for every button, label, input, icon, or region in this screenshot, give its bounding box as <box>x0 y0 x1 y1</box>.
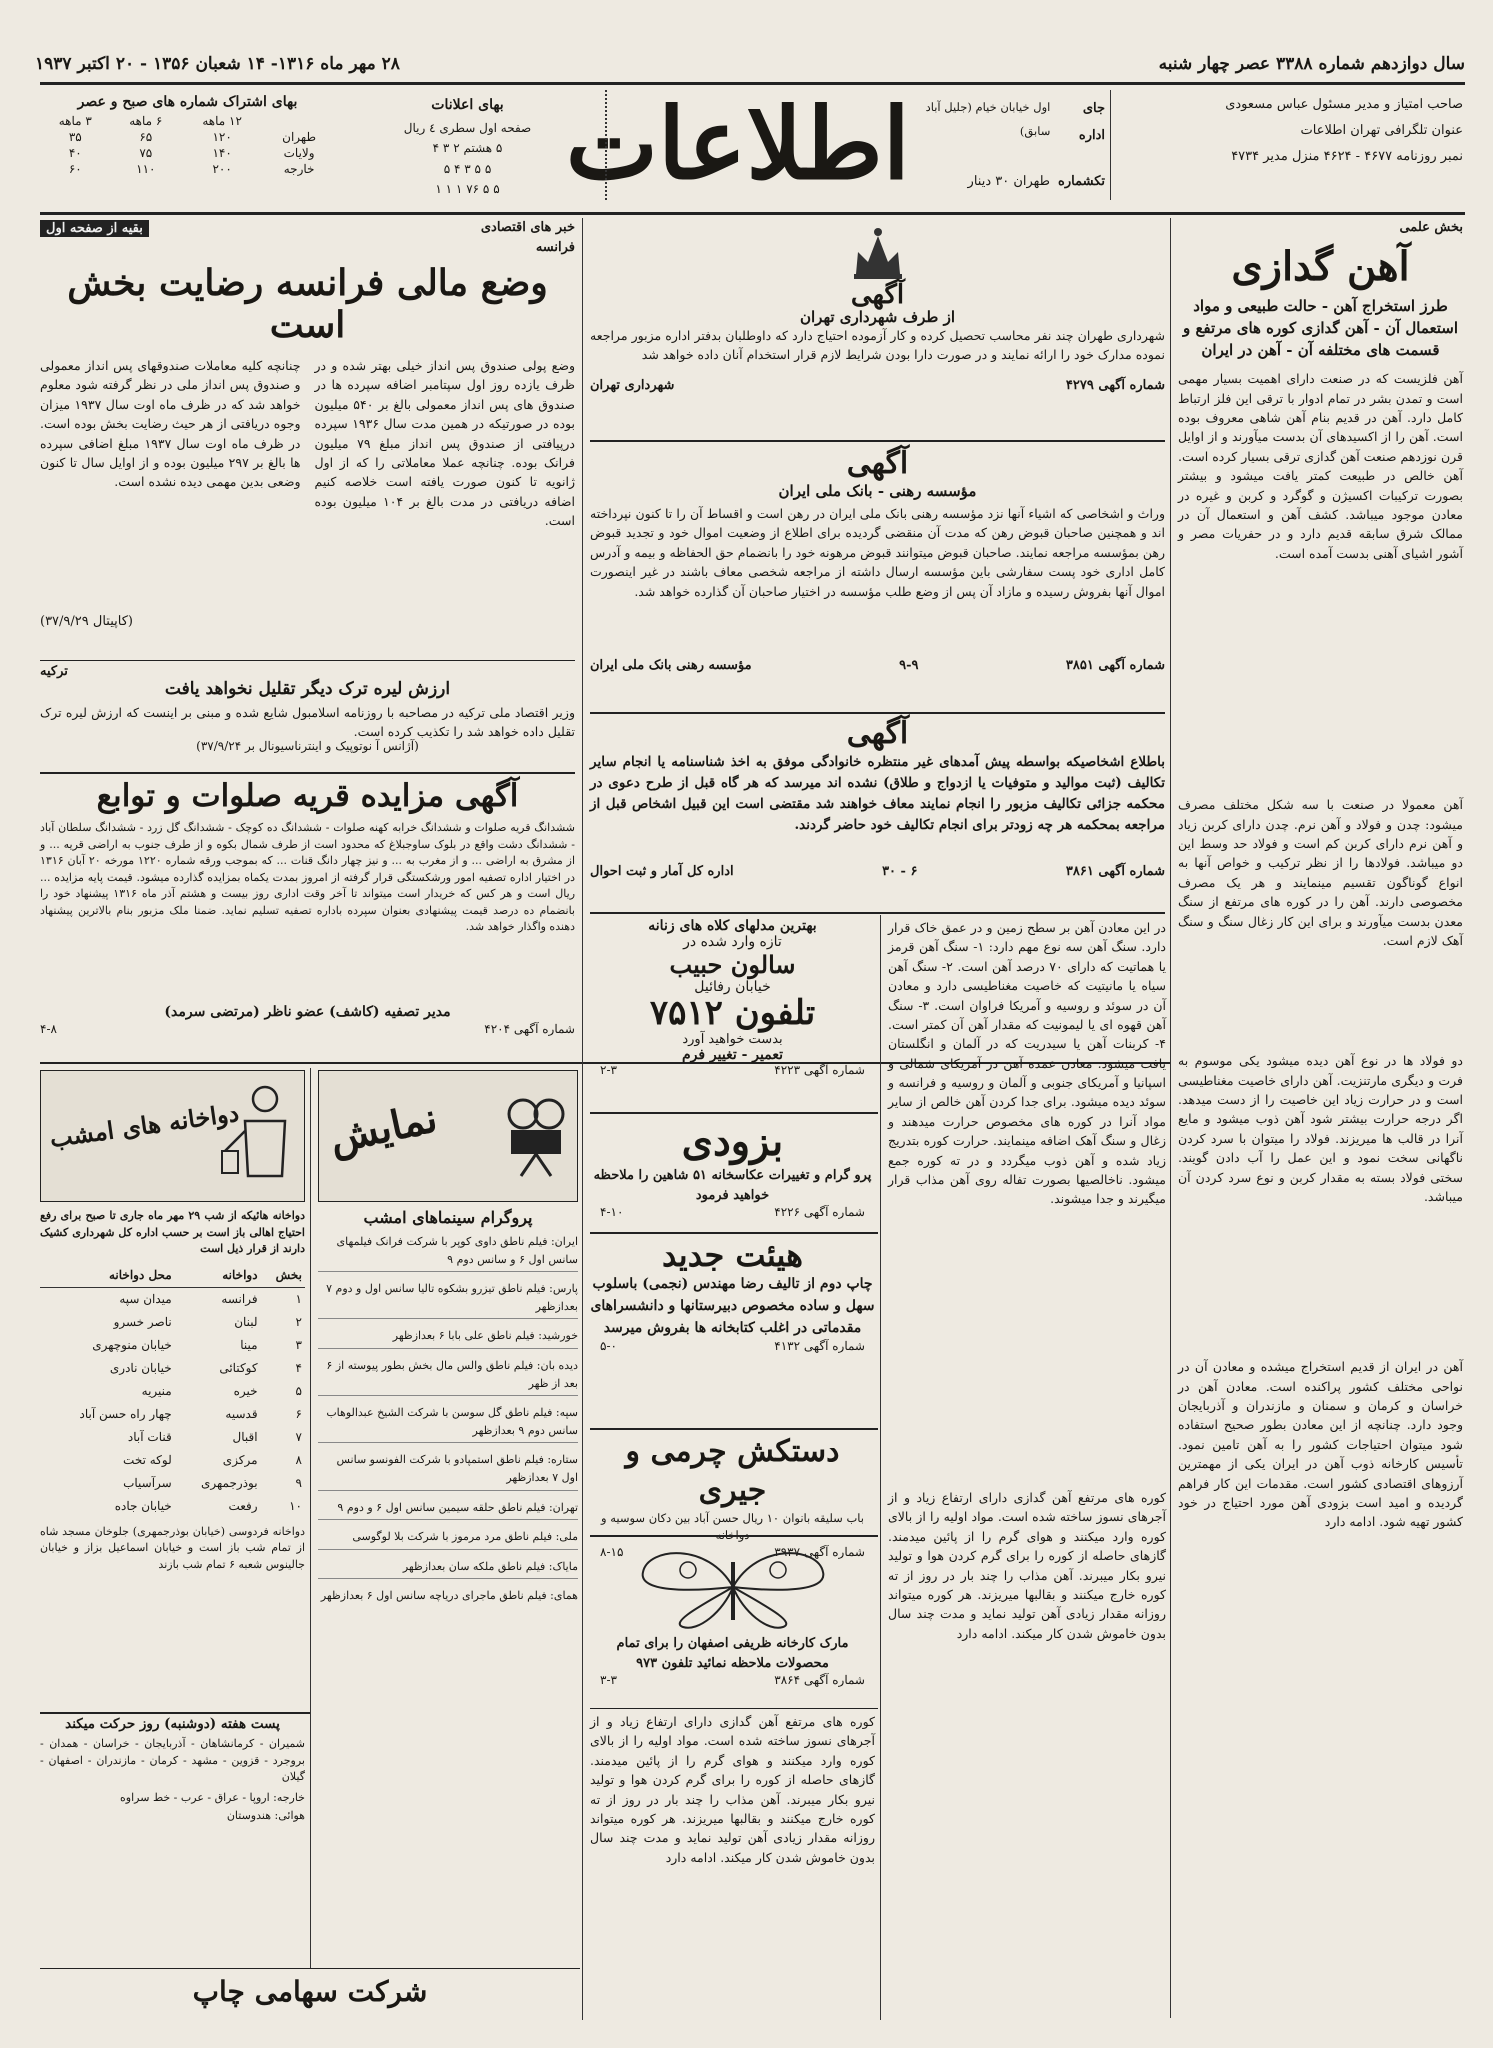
table-row <box>40 1449 305 1472</box>
registry-title: آگهی <box>846 716 909 751</box>
subs-head: ۶ ماهه <box>129 114 163 128</box>
pharmacy-cell: فرانسه <box>221 1291 258 1306</box>
subs-cell: ۶۵ <box>139 130 153 144</box>
iron-column-2 <box>888 918 1166 2018</box>
butterfly-run: ۳-۳ <box>600 1673 617 1687</box>
price-label: تکشماره <box>1058 173 1105 189</box>
subs-title: بهای اشتراک شماره های صبح و عصر <box>77 94 298 110</box>
pharmacy-cell: میدان سپه <box>119 1291 172 1306</box>
science-headline: آهن گدازی <box>1231 243 1410 290</box>
iron-col2-body: در این معادن آهن بر سطح زمین و در عمق خاک قرار دارد. سنگ آهن سه نوع مهم دارد: ۱- سنگ آهن قرمز یا هماتیت که دارای ۷۰ درصد آهن است. ۲- سنگ آهن سیاه یا مانیتیت که خاصیت مغناطیسی دارد و معادن آن در سوئد و روسیه و آمریکا فراوان است. ۳- سنگ آهن قهوه ای یا لیمونیت که مقدار آهن آن کمتر است. ۴- کربنات آهن یا سیدریت که در آلمان و انگلستان یافت میشود. معادن عمده آهن در آمریکای شمالی و اسپانیا و آمریکای جنوبی و آلمان و روسیه و فرانسه و سوئد دیده میشود. برای جدا کردن آهن خالص از سایر مواد آنرا در کوره های مخصوص حرارت میدهند و زغال و سنگ آهک اضافه مینمایند. حرارت کوره بتدریج زیاد شده و آهن ذوب میگردد و در ته کوره جمع میشود. ناخالصیها بصورت تفاله روی آهن مذاب قرار میگیرند و جدا میشوند. <box>888 920 1167 1207</box>
pharmacy-section <box>40 1070 305 1710</box>
pharmacy-logo <box>40 1070 305 1202</box>
auction-ad <box>40 778 575 1058</box>
pharmacy-cell: کوکتائی <box>219 1360 258 1375</box>
office-label: جای اداره <box>1078 101 1105 144</box>
hat-line2: تازه وارد شده در <box>683 934 782 950</box>
section-label: بخش علمی <box>1399 220 1463 235</box>
pharmacy-cell: ۷ <box>295 1429 302 1444</box>
pharmacy-cell: خیابان جاده <box>114 1498 172 1513</box>
registry-number: شماره آگهی ۳۸۶۱ <box>1065 864 1165 879</box>
municipality-from: از طرف شهرداری تهران <box>800 308 955 326</box>
phone-line: نمبر روزنامه ۴۶۷۷ - ۴۶۲۴ منزل مدیر ۴۷۳۴ <box>1231 149 1463 164</box>
table-row <box>40 1311 305 1334</box>
bank-subtitle: مؤسسه رهنی - بانک ملی ایران <box>778 482 977 500</box>
subs-head: ۱۲ ماهه <box>202 114 242 128</box>
gloves-ad <box>590 1432 875 1559</box>
auction-signature: مدیر تصفیه (کاشف) عضو ناظر (مرتضی سرمد) <box>164 1004 451 1020</box>
economic-section <box>40 220 575 665</box>
subs-cell: ۶۰ <box>68 162 82 176</box>
post-body: شمیران - کرمانشاهان - آذربایجان - خراسان - همدان - بروجرد - قزوین - مشهد - کرمان - مازندران - اصفهان - گیلان <box>40 1737 305 1783</box>
bank-ad <box>590 446 1165 708</box>
science-body-4: آهن در ایران از قدیم استخراج میشده و معادن آن در نواحی مختلف کشور پراکنده است. معادن آهن در خراسان و کرمان و سمنان و مازندران و آذربایجان وجود دارد. چنانچه از این معادن بطور صحیح استفاده شود میتوان احتیاجات کشور را به آهن تامین نمود. تأسیس کارخانه ذوب آهن در ایران یکی از مهمترین آرزوهای اقتصادی کشور است. مقدمات این کار فراهم گردیده و امید است بزودی آهن مورد احتیاج در خود کشور تهیه شود. ادامه دارد <box>1178 1359 1463 1530</box>
subs-cell: ۳۵ <box>68 130 82 144</box>
pharmacy-head: دواخانه <box>222 1267 258 1282</box>
pharmacy-cell: ۴ <box>295 1360 302 1375</box>
table-row <box>40 1287 305 1311</box>
registry-run: ۶ - ۳۰ <box>882 864 918 879</box>
hat-line3: بدست خواهید آورد <box>682 1032 783 1048</box>
post-section <box>40 1716 305 1966</box>
hat-line1: بهترین مدلهای کلاه های زنانه <box>648 918 817 934</box>
pharmacy-intro: دواخانه هائیکه از شب ۲۹ مهر ماه جاری تا صبح برای رفع احتیاج اهالی باز است بر حسب اداره کل شهرداری کشیک دارند از قرار ذیل است <box>40 1209 305 1255</box>
pharmacy-head: محل دواخانه <box>108 1267 172 1282</box>
subs-cell: ۱۱۰ <box>136 162 156 176</box>
butterfly-ad <box>590 1538 875 1703</box>
pharmacy-cell: لوکه تخت <box>123 1452 172 1467</box>
pharmacy-cell: سرآسیاب <box>123 1475 172 1490</box>
pharmacy-note: دواخانه فردوسی (خیابان بوذرجمهری) جلوخان مسجد شاه از تمام شب باز است و خیابان اسماعیل بزاز و خیابان جالینوس شعبه ۶ تمام شب بازند <box>40 1524 305 1571</box>
table-row <box>40 1495 305 1518</box>
bank-sign: مؤسسه رهنی بانک ملی ایران <box>590 658 752 673</box>
pharmacy-cell: خیابان نادری <box>109 1360 172 1375</box>
pharmacy-cell: اقبال <box>232 1429 258 1444</box>
subs-cell: ۱۴۰ <box>212 146 232 160</box>
geometry-run: ۵-۰ <box>600 1339 617 1354</box>
gloves-run: ۸-۱۵ <box>600 1544 624 1559</box>
pharmacy-cell: چهار راه حسن آباد <box>79 1406 172 1421</box>
subs-table <box>40 113 335 177</box>
pharmacy-cell: ناصر خسرو <box>113 1314 172 1329</box>
geometry-ad <box>590 1236 875 1426</box>
crown-emblem-icon <box>848 222 908 282</box>
issue-info: سال دوازدهم شماره ۳۳۸۸ عصر چهار شنبه <box>1158 54 1465 74</box>
iron-col2-body-2: کوره های مرتفع آهن گدازی دارای ارتفاع زیاد و از آجرهای نسوز ساخته شده است. مواد اولیه را از بالای کوره وارد میکنند و هوای گرم را از پائین میدمند. گازهای حاصله از کوره را برای گرم کردن هوا و تولید نیرو بکار میبرند. آهن مذاب را چند بار در روز از ته کوره خارج میکنند و بقالبها میریزند. هر کوره میتواند روزانه مقدار زیادی آهن تولید نماید و مدت چند سال بدون خاموش شدن کار میکند. ادامه دارد <box>888 1490 1166 1641</box>
economic-source: (کاپیتال ۳۷/۹/۲۹) <box>40 614 133 629</box>
telegraph-line: عنوان تلگرافی تهران اطلاعات <box>1300 123 1463 138</box>
cinema-listing: تهران: فیلم ناطق حلقه سیمین سانس اول ۶ و دوم ۹ <box>318 1499 578 1521</box>
cinema-listing: مایاک: فیلم ناطق ملکه سان بعدازظهر <box>318 1558 578 1580</box>
butterfly-body: مارک کارخانه ظریفی اصفهان را برای تمام محصولات ملاحظه نمائید تلفون ۹۷۳ <box>616 1636 849 1671</box>
soon-title: بزودی <box>681 1118 784 1165</box>
owner-line: صاحب امتیاز و مدیر مسئول عباس مسعودی <box>1225 97 1463 112</box>
geometry-number: شماره آگهی ۴۱۳۲ <box>774 1339 865 1354</box>
cinema-listing: پارس: فیلم ناطق تیزرو بشکوه تالیا سانس اول و دوم ۷ بعدازظهر <box>318 1280 578 1319</box>
pharmacy-cell: ۱۰ <box>289 1498 302 1513</box>
soon-number: شماره آگهی ۴۲۲۶ <box>774 1205 865 1219</box>
subs-cell: ۴۰ <box>68 146 82 160</box>
cinema-logo <box>318 1070 578 1202</box>
bank-body: وراث و اشخاصی که اشیاء آنها نزد مؤسسه رهنی بانک ملی ایران در رهن است و اقساط آن را تا کنون نپرداخته اند و همچنین صاحبان قبوض رهن که مدت آن منقضی گردیده برای اطلاع از وضعیت اموال خود و تجدید قبوض رهن بمؤسسه مراجعه نمایند. صاحبان قبوض میتوانند قبوض مرهونه خود را بانضمام حق الحفاظه و بیمه و آدرس کامل اداری خود پست سفارشی باین مؤسسه ارسال داشته از مراجعه شخصی معاف باشند در غیر اینصورت اموال آنها بفروش رسیده و مازاد آن پس از وضع طلب مؤسسه در اختیار صاحبان آن گذارده خواهد شد. <box>590 506 1165 599</box>
hat-ad <box>590 918 875 1108</box>
pharmacy-cell: قنات آباد <box>127 1429 172 1444</box>
pharmacy-cell: مینا <box>240 1337 258 1352</box>
pharmacy-cell: ۶ <box>295 1406 302 1421</box>
municipality-body: شهرداری طهران چند نفر محاسب تحصیل کرده و کار آزموده احتیاج دارد که داوطلبان بدفتر اداره مزبور مراجعه نموده مدارک خود را ارائه نمایند و در صورت دارا بودن شرایط لازم قرار استخدام آنان داده خواهد شد <box>590 328 1165 363</box>
masthead-right-info <box>1143 92 1463 202</box>
pharmacy-head: بخش <box>275 1267 302 1282</box>
subs-head: ۳ ماهه <box>58 114 92 128</box>
cinema-listing: سپه: فیلم ناطق گل سوسن با شرکت الشیخ عبدالوهاب سانس دوم ۹ بعدازظهر <box>318 1404 578 1443</box>
pharmacy-cell: خیره <box>233 1383 258 1398</box>
butterfly-number: شماره آگهی ۳۸۶۴ <box>774 1673 865 1687</box>
subs-cell: طهران <box>282 130 317 144</box>
auction-headline: آگهی مزایده قریه صلوات و توابع <box>96 778 519 814</box>
hat-number: شماره آگهی ۴۲۲۳ <box>774 1063 865 1078</box>
pharmacy-cell: ۹ <box>295 1475 302 1490</box>
turkey-label: ترکیه <box>40 664 68 679</box>
printer-footer: شرکت سهامی چاپ <box>192 1975 428 2008</box>
auction-number: شماره آگهی ۴۲۰۴ <box>484 1022 575 1036</box>
post-title: پست هفته (دوشنبه) روز حرکت میکند <box>65 1716 280 1732</box>
pharmacy-logo-text: دواخانه های امشب <box>47 1097 241 1154</box>
bank-run: ۹-۹ <box>899 658 919 673</box>
turkey-headline: ارزش لیره ترک دیگر تقلیل نخواهد یافت <box>164 679 451 699</box>
pharmacy-cell: ۳ <box>295 1337 302 1352</box>
gloves-title: دستکش چرمی و جیری <box>625 1434 840 1508</box>
science-subhead: طرز استخراج آهن - حالت طبیعی و مواد استعمال آن - آهن گدازی کوره های مرتفع و قسمت های مختلفه آن - آهن در ایران <box>1182 297 1458 359</box>
table-row <box>40 1334 305 1357</box>
pharmacy-cell: منیریه <box>141 1383 172 1398</box>
price: طهران ۳۰ دینار <box>967 173 1051 189</box>
science-body-1: آهن فلزیست که در صنعت دارای اهمیت بسیار مهمی است و تمدن بشر در تمام ادوار با ترقی این فلز ارتباط کامل دارد. آهن در قدیم بنام آهن شاهی معروف بوده است. آهن را از اکسیدهای آن بدست میآورند و از اوایل قرن نوزدهم صنعت آهن گدازی ترقی بسیار کرده است. آهن خالص در طبیعت کمتر یافت میشود و بیشتر بصورت ترکیبات اکسیژن و گوگرد و کربن و غیره در معادن موجود میباشد. کشف آهن و استعمال آن در ممالک شرق سابقه قدیم دارد و در حفریات مصر و آشور اشیای آهنی بدست آمده است. <box>1178 371 1463 561</box>
continued-label: بقیه از صفحه اول <box>40 220 149 237</box>
pharmacy-cell: لبنان <box>234 1314 258 1329</box>
iron-col2-extra: کوره های مرتفع آهن گدازی دارای ارتفاع زیاد و از آجرهای نسوز ساخته شده است. مواد اولیه را از بالای کوره وارد میکنند و هوای گرم را از پائین میدمند. گازهای حاصله از کوره را برای گرم کردن هوا و تولید نیرو بکار میبرند. آهن مذاب را چند بار در روز از ته کوره خارج میکنند و بقالبها میریزند. هر کوره میتواند روزانه مقدار زیادی آهن تولید نماید و مدت چند سال بدون خاموش شدن کار میکند. ادامه دارد <box>590 1714 875 1865</box>
ads-rates-title: بهای اعلانات <box>431 97 504 113</box>
pharmacy-cell: بوذرجمهری <box>201 1475 258 1490</box>
registry-body: باطلاع اشخاصیکه بواسطه پیش آمدهای غیر منتظره خانوادگی موفق به اخذ شناسنامه یا انجام سایر تکالیف (ثبت موالید و متوفیات یا ازدواج و طلاق) نشده اند میرسد که هر گاه قبل از طرح دعوی در محکمه جزائی تکالیف مزبور را انجام نمایند معاف خواهند شد مقتضی است این قبیل اشخاص قبل از مراجعه بمحکمه هر چه زودتر برای انجام تکالیف خود حاضر گردند. <box>590 754 1165 833</box>
pharmacy-cell: قدسیه <box>225 1406 258 1421</box>
subs-cell: خارجه <box>283 162 315 176</box>
hat-phone: تلفون ۷۵۱۲ <box>649 993 816 1033</box>
cinema-listing: ایران: فیلم ناطق داوی کوپر با شرکت فرانک فیلمهای سانس اول ۶ و سانس دوم ۹ <box>318 1233 578 1272</box>
soon-ad <box>590 1118 875 1228</box>
office-address: اول خیابان خیام (جلیل آباد سابق) <box>925 100 1051 139</box>
subs-cell: ۲۰۰ <box>212 162 232 176</box>
newspaper-title: اطلاعات <box>565 87 910 202</box>
pharmacy-cell: خیابان منوچهری <box>92 1337 172 1352</box>
subs-cell: ۷۵ <box>139 146 153 160</box>
hat-shop-name: سالون حبیب <box>669 950 796 979</box>
ads-rates <box>340 94 595 204</box>
butterfly-icon <box>628 1542 838 1632</box>
pharmacy-cell: ۲ <box>295 1314 302 1329</box>
masthead-office <box>910 95 1105 205</box>
post-foreign: خارجه: اروپا - عراق - عرب - خط سراوه <box>120 1790 305 1804</box>
ads-rate-row: ۵ ۵ ۷۶ ۱ ۱ ۱ <box>435 181 500 196</box>
table-row <box>40 1472 305 1495</box>
table-row <box>40 1426 305 1449</box>
subs-cell: ولایات <box>283 146 315 160</box>
registry-sign: اداره کل آمار و ثبت احوال <box>590 864 734 879</box>
gloves-body: باب سلیقه بانوان ۱۰ ریال حسن آباد بین دکان سوسیه و دواخانه <box>601 1511 864 1543</box>
science-column <box>1178 220 1463 2020</box>
cinema-logo-text: نمایش <box>325 1094 442 1163</box>
soon-run: ۴-۱۰ <box>600 1205 624 1219</box>
table-row <box>40 1380 305 1403</box>
cinema-listing: خورشید: فیلم ناطق علی بابا ۶ بعدازظهر <box>318 1327 578 1349</box>
soon-body: پرو گرام و تغییرات عکاسخانه ۵۱ شاهین را ملاحظه خواهید فرمود <box>593 1168 872 1203</box>
pharmacy-table <box>40 1264 305 1518</box>
cinema-title: پروگرام سینماهای امشب <box>363 1208 533 1227</box>
ads-rate-row: صفحه اول سطری ٤ ریال <box>403 120 532 135</box>
turkey-body: وزیر اقتصاد ملی ترکیه در مصاحبه با روزنامه اسلامبول شایع شده و مبنی بر اینست که ارزش لیره ترک تقلیل داده خواهد شد را تکذیب کرده است. <box>40 705 575 740</box>
subscription-rates <box>40 94 335 204</box>
economic-body-left: چنانچه کلیه معاملات صندوقهای پس انداز معمولی و صندوق پس انداز ملی در نظر گرفته شود معلوم خواهد شد که در ظرف ماه اوت سال ۱۹۳۷ میزان وجوه دریافتی از هر حیث رضایت بخش بوده است. در ظرف ماه اوت سال ۱۹۳۷ مبلغ اضافی سپرده ها بالغ بر ۲۹۷ میلیون بوده و از اوایل سال تا کنون وضعی بدین مهمی دیده نشده است. <box>40 358 301 490</box>
masthead-top-line <box>35 52 1465 78</box>
turkey-source: (آژانس آ نوتوپیک و اینترناسیونال بر ۳۷/۹/۲۴) <box>196 739 419 753</box>
table-row <box>40 1403 305 1426</box>
pharmacy-cell: مرکزی <box>222 1452 258 1467</box>
bank-title: آگهی <box>846 446 909 481</box>
projector-icon <box>501 1096 571 1176</box>
municipality-number: شماره آگهی ۴۲۷۹ <box>1065 378 1165 393</box>
issue-date: ۲۸ مهر ماه ۱۳۱۶- ۱۴ شعبان ۱۳۵۶ - ۲۰ اکتبر ۱۹۳۷ <box>35 54 400 74</box>
economic-label: خبر های اقتصادی <box>480 220 575 235</box>
economic-subsection: فرانسه <box>535 240 575 255</box>
gloves-number: شماره آگهی ۳۹۳۷ <box>774 1544 865 1559</box>
cinema-listing: همای: فیلم ناطق ماجرای دریاچه سانس اول ۶ بعدازظهر <box>320 1589 578 1603</box>
pharmacy-cell: ۵ <box>295 1383 302 1398</box>
science-body-3: دو فولاد ها در نوع آهن دیده میشود یکی موسوم به فرت و دیگری مارتنزیت. آهن دارای خاصیت مغناطیسی است و در حرارت زیاد این خاصیت را از دست میدهد. اگر درجه حرارت بیشتر شود آهن ذوب میشود و مایع آنرا در قالب ها میریزند. فولاد را میتوان با سرد کردن ناگهانی سخت نمود و این عمل را آب دادن گویند. سختی فولاد بسته به مقدار کربن و نوع سرد کردن آن میباشد. <box>1178 1053 1463 1204</box>
geometry-title: هیئت جدید <box>661 1236 804 1274</box>
economic-headline: وضع مالی فرانسه رضایت بخش است <box>67 262 548 346</box>
geometry-body: چاپ دوم از تالیف رضا مهندس (نجمی) باسلوب سهل و ساده مخصوص دبیرستانها و دانشسراهای مقدماتی در اغلب کتابخانه ها بفروش میرسد <box>590 1276 875 1336</box>
hat-run: ۲-۳ <box>600 1063 617 1078</box>
hat-line4: تعمیر - تغییر فرم <box>681 1047 784 1064</box>
pharmacy-cell: ۸ <box>295 1452 302 1467</box>
auction-body: ششدانگ قریه صلوات و ششدانگ خرابه کهنه صلوات - ششدانگ ده کوچک - ششدانگ گل زرد - ششدانگ سلطان آباد - ششدانگ دشت واقع در بلوک ساوجبلاغ که محدود است از طرف شمال بکوه و از طرف جنوب به اراضی قریه ... و از مشرق به اراضی ... و از مغرب به ... و نیز چهار دانگ قنات ... که بموجب ورقه شماره ۱۲۲۰ مورخه ۲۰ آبان ۱۳۱۶ در اختیار اداره تصفیه امور ورشکستگی قرار گرفته از امروز بمدت یکماه بمزایده گذارده میشود. قیمت پایه مزایده ... ریال است و هر کس که خریدار است میتواند تا آخر وقت اداری روز بیست و هشتم آذر ماه ۱۳۱۶ پیشنهاد خود را بانضمام ده درصد قیمت پیشنهادی بعنوان سپرده باداره تصفیه تسلیم نماید. ضمنا ملک مزبور بنام بالاترین پیشنهاد دهنده واگذار خواهد شد. <box>40 821 576 933</box>
ads-rate-row: ۵ ۵ ۳ ۴ ۵ <box>443 161 492 176</box>
municipality-title: آگهی <box>850 280 905 310</box>
municipality-sign: شهرداری تهران <box>590 378 675 393</box>
turkey-section <box>40 664 575 772</box>
ads-rate-row: ۵ هشتم ۲ ۳ ۴ <box>432 141 503 156</box>
pharmacy-cell: ۱ <box>295 1291 302 1306</box>
bank-number: شماره آگهی ۳۸۵۱ <box>1065 658 1165 673</box>
municipality-ad <box>590 222 1165 434</box>
science-body-2: آهن معمولا در صنعت با سه شکل مختلف مصرف میشود: چدن و فولاد و آهن نرم. چدن دارای کربن زیاد و آهن نرم دارای کربن کم است و فولاد حد وسط این دو میباشد. فولادها را از نظر ترکیب و خواص آنها به انواع گوناگون تقسیم مینمایند و هر یک مصرف مخصوصی دارند. آهن را در کوره های مرتفع از سنگ معدن بدست میآورند و برای این کار زغال سنگ و سنگ آهک لازم است. <box>1178 797 1463 948</box>
table-row <box>40 1357 305 1380</box>
cinema-listing: ستاره: فیلم ناطق استمپادو با شرکت الفونسو سانس اول ۷ بعدازظهر <box>318 1451 578 1490</box>
hat-street: خیابان رفائیل <box>694 979 771 995</box>
cinema-listing: ملی: فیلم ناطق مرد مرموز با شرکت بلا لوگوسی <box>318 1528 578 1550</box>
auction-run: ۴-۸ <box>40 1022 57 1036</box>
economic-body-right: وضع پولی صندوق پس انداز خیلی بهتر شده و در ظرف یازده روز اول سپتامبر اضافه سپرده ها در صندوق های پس انداز معمولی بالغ بر ۵۴۰ میلیون بوده در صورتیکه در همین مدت سال ۱۹۳۶ سپرده درپیافتی از صندوق پس انداز مبلغ ۷۹ میلیون فرانک بوده. چنانچه عملا معاملاتی را که از اول ژانویه تا کنون صورت یافته است خلاصه کنیم اضافه دریافتی در مدت بالغ بر ۱۰۴ میلیون بوده است. <box>314 358 575 528</box>
cinema-section <box>318 1070 578 1965</box>
pharmacy-cell: رفعت <box>228 1498 258 1513</box>
iron-column-2-continued <box>590 1712 875 2012</box>
subs-cell: ۱۲۰ <box>212 130 232 144</box>
registry-ad <box>590 716 1165 908</box>
post-air: هوائی: هندوستان <box>226 1809 305 1822</box>
cinema-listing: دیده بان: فیلم ناطق والس مال بخش بطور پیوسته از ۶ بعد از ظهر <box>318 1357 578 1396</box>
